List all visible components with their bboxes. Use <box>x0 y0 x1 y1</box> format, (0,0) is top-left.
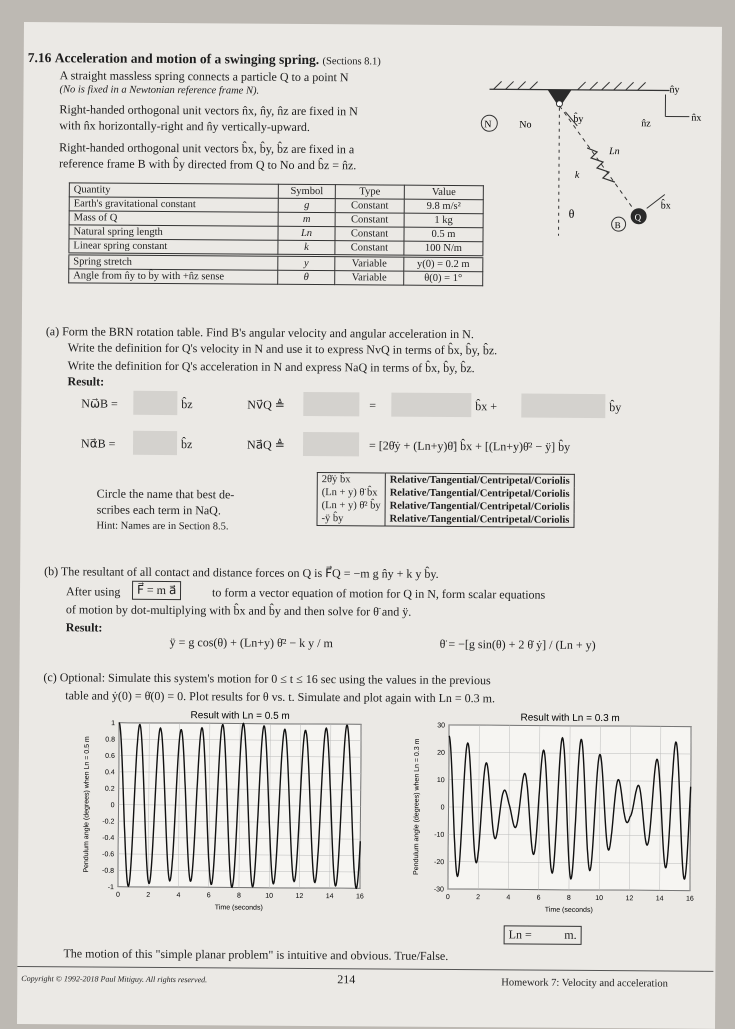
acceleration-definition-box[interactable] <box>303 432 359 456</box>
y-tick-label: 0.4 <box>105 769 115 776</box>
term-options[interactable]: Relative/Tangential/Centripetal/Coriolis <box>385 500 574 514</box>
part-c-line1: (c) Optional: Simulate this system's motion for 0 ≤ t ≤ 16 sec using the values in the previous <box>43 670 490 688</box>
theta-label: θ <box>569 207 575 221</box>
part-a-line3: Write the definition for Q's acceleration in N and express NaQ in terms of b̂x, b̂y, b̂z. <box>68 358 475 376</box>
x-tick-label: 0 <box>116 892 120 899</box>
x-tick-label: 14 <box>656 895 664 902</box>
table-row: Earth's gravitational constant g Constant 9.8 m/s² <box>69 197 483 214</box>
y-tick-label: -20 <box>434 859 444 866</box>
y-axis-label: Pendulum angle (degrees) when Ln = 0.3 m <box>413 738 421 875</box>
circle-task-hint: Hint: Names are in Section 8.5. <box>96 521 228 533</box>
y-tick-label: 0 <box>111 802 115 809</box>
x-tick-label: 14 <box>326 893 334 900</box>
x-axis-label: Time (seconds) <box>545 907 593 914</box>
part-a-line1: (a) Form the BRN rotation table. Find B's angular velocity and angular acceleration in N. <box>46 324 474 342</box>
velocity-definition-box[interactable] <box>303 392 359 416</box>
table-row: Spring stretch y Variable y(0) = 0.2 m <box>69 254 483 272</box>
intro-line1: A straight massless spring connects a particle Q to a point N <box>60 68 349 85</box>
ln-box-label: Ln = <box>509 927 532 941</box>
term-row: (Ln + y) θ̇² b̂y Relative/Tangential/Centripetal/Coriolis <box>317 499 574 514</box>
q-label: Q <box>635 212 642 222</box>
table-row: Linear spring constant k Constant 100 N/m <box>69 239 483 257</box>
y-tick-label: 0.6 <box>105 753 115 760</box>
velocity-lhs: Nv⃗Q ≜ <box>247 398 285 413</box>
part-b-result-label: Result: <box>66 620 103 635</box>
alpha-lhs: Nα⃗B = <box>81 436 115 451</box>
y-tick-label: 20 <box>437 750 445 757</box>
y-ddot-equation: ÿ = g cos(θ) + (Ln+y) θ̇² − k y / m <box>170 635 333 651</box>
n-label: N <box>484 119 491 130</box>
x-tick-label: 12 <box>625 895 633 902</box>
table-row: Natural spring length Ln Constant 0.5 m <box>69 225 483 242</box>
velocity-eq: = <box>369 398 376 413</box>
x-tick-label: 6 <box>537 895 541 902</box>
term-row: (Ln + y) θ̈ b̂x Relative/Tangential/Centripetal/Coriolis <box>317 486 574 501</box>
chapter-title: Homework 7: Velocity and acceleration <box>501 977 668 989</box>
problem-title: Acceleration and motion of a swinging spring. <box>55 50 319 67</box>
quantity-table <box>68 182 484 286</box>
term-options[interactable]: Relative/Tangential/Centripetal/Coriolis <box>385 473 574 488</box>
part-a-result-label: Result: <box>67 374 104 389</box>
y-tick-label: 0.8 <box>105 736 115 743</box>
y-tick-label: -0.6 <box>102 851 114 858</box>
omega-lhs: Nω⃗B = <box>81 396 118 411</box>
y-axis-label: Pendulum angle (degrees) when Ln = 0.5 m <box>83 736 91 873</box>
homework-page <box>17 22 722 1029</box>
x-tick-label: 2 <box>146 892 150 899</box>
y-tick-label: 1 <box>111 720 115 727</box>
velocity-by: b̂y <box>609 400 621 415</box>
footer-rule <box>17 966 713 972</box>
col-type: Type <box>335 185 404 199</box>
alpha-rhs: b̂z <box>181 437 192 452</box>
x-tick-label: 4 <box>506 894 510 901</box>
problem-header <box>28 50 381 68</box>
table-row: Mass of Q m Constant 1 kg <box>69 211 483 228</box>
x-tick-label: 10 <box>595 895 603 902</box>
velocity-bx-box[interactable] <box>391 393 471 418</box>
part-a-line2: Write the definition for Q's velocity in N and use it to express NvQ in terms of b̂x, b̂y, b̂z. <box>68 340 498 358</box>
theta-ddot-equation: θ̈ = −[g sin(θ) + 2 θ̇ ẏ] / (Ln + y) <box>440 637 596 653</box>
part-b-line2a: After using <box>66 584 120 599</box>
col-symbol: Symbol <box>278 184 335 198</box>
no-label: No <box>519 119 531 130</box>
part-b-line3: of motion by dot-multiplying with b̂x and b̂y and then solve for θ̈ and ÿ. <box>66 602 411 619</box>
intro-line4: with n̂x horizontally-right and n̂y vertically-upward. <box>59 118 310 135</box>
omega-answer-box[interactable] <box>133 391 177 415</box>
x-axis-label: Time (seconds) <box>215 904 263 911</box>
x-tick-label: 0 <box>446 894 450 901</box>
x-tick-label: 8 <box>567 895 571 902</box>
omega-rhs: b̂z <box>181 397 192 412</box>
part-d-line2[interactable]: The motion of this "simple planar problem" is intuitive and obvious. True/False. <box>63 946 448 964</box>
y-tick-label: -30 <box>434 886 444 893</box>
ln-answer-box[interactable] <box>504 925 582 945</box>
y-tick-label: -0.8 <box>102 868 114 875</box>
by-label: b̂y <box>573 111 583 124</box>
alpha-answer-box[interactable] <box>133 431 177 455</box>
y-tick-label: 30 <box>437 722 445 729</box>
section-number: 7.16 <box>28 50 52 65</box>
y-tick-label: -0.4 <box>102 835 114 842</box>
x-tick-label: 16 <box>356 893 364 900</box>
col-value: Value <box>404 185 483 200</box>
x-tick-label: 16 <box>686 896 694 903</box>
term-options[interactable]: Relative/Tangential/Centripetal/Coriolis <box>385 513 574 528</box>
term-row: 2θ̇ẏ b̂x Relative/Tangential/Centripetal/Coriolis <box>317 473 574 488</box>
acceleration-rhs: = [2θ̇ẏ + (Ln+y)θ̈] b̂x + [(Ln+y)θ̇² − ÿ] b̂y <box>369 438 570 454</box>
acceleration-lhs: Na⃗Q ≜ <box>247 438 285 453</box>
x-tick-label: 4 <box>176 892 180 899</box>
nz-label: n̂z <box>641 118 651 129</box>
y-tick-label: -1 <box>108 884 114 891</box>
sections-ref: (Sections 8.1) <box>322 56 380 67</box>
chart-ln-0.3 <box>408 709 699 921</box>
page-number: 214 <box>337 972 355 987</box>
term-row: -ÿ b̂y Relative/Tangential/Centripetal/Coriolis <box>317 512 574 527</box>
term-options[interactable]: Relative/Tangential/Centripetal/Coriolis <box>385 487 574 501</box>
table-row: Angle from n̂y to b̂y with +n̂z sense θ Variable θ(0) = 1° <box>69 269 483 286</box>
nx-label: n̂x <box>691 113 701 124</box>
x-tick-label: 12 <box>295 893 303 900</box>
chart-title: Result with Ln = 0.3 m <box>521 712 620 724</box>
bx-label: b̂x <box>661 198 671 211</box>
spring-pendulum-diagram <box>468 75 709 247</box>
ceiling-line <box>490 89 670 90</box>
ln-label: Ln <box>608 146 620 157</box>
x-tick-label: 8 <box>237 893 241 900</box>
term-classification-table <box>316 472 574 528</box>
part-b-line1: (b) The resultant of all contact and distance forces on Q is F⃗Q = −m g n̂y + k y b̂y. <box>44 564 439 582</box>
intro-line2: (No is fixed in a Newtonian reference frame N). <box>59 84 259 96</box>
ln-box-unit: m. <box>564 928 576 943</box>
b-label: B <box>615 220 621 230</box>
copyright: Copyright © 1992-2018 Paul Mitiguy. All rights reserved. <box>21 974 207 984</box>
y-tick-label: 0.2 <box>105 786 115 793</box>
k-label: k <box>575 170 580 181</box>
part-b-line2b: to form a vector equation of motion for Q in N, form scalar equations <box>212 585 545 602</box>
y-tick-label: 0 <box>441 804 445 811</box>
ny-label: n̂y <box>670 84 680 95</box>
x-tick-label: 10 <box>265 893 273 900</box>
intro-line3: Right-handed orthogonal unit vectors n̂x, n̂y, n̂z are fixed in N <box>59 102 358 119</box>
velocity-by-box[interactable] <box>521 393 605 418</box>
part-c-line2: table and ẏ(0) = θ̇(0) = 0. Plot results for θ vs. t. Simulate and plot again with Ln = 0.3 m. <box>65 688 495 706</box>
x-tick-label: 6 <box>207 892 211 899</box>
col-quantity: Quantity <box>69 183 278 198</box>
circle-task-text1: Circle the name that best de- <box>97 487 235 503</box>
y-tick-label: -10 <box>434 832 444 839</box>
newton-law-box: F⃗ = m a⃗ <box>132 581 181 600</box>
intro-line6: reference frame B with b̂y directed from Q to No and b̂z = n̂z. <box>59 156 356 173</box>
chart-ln-0.5 <box>78 706 369 918</box>
y-tick-label: 10 <box>437 777 445 784</box>
y-tick-label: -0.2 <box>102 818 114 825</box>
circle-task-text2: scribes each term in NaQ. <box>97 503 221 519</box>
intro-line5: Right-handed orthogonal unit vectors b̂x, b̂y, b̂z are fixed in a <box>59 140 354 157</box>
x-tick-label: 2 <box>476 894 480 901</box>
vertical-reference <box>559 108 560 236</box>
velocity-bx: b̂x + <box>475 399 497 414</box>
chart-title: Result with Ln = 0.5 m <box>191 710 290 722</box>
